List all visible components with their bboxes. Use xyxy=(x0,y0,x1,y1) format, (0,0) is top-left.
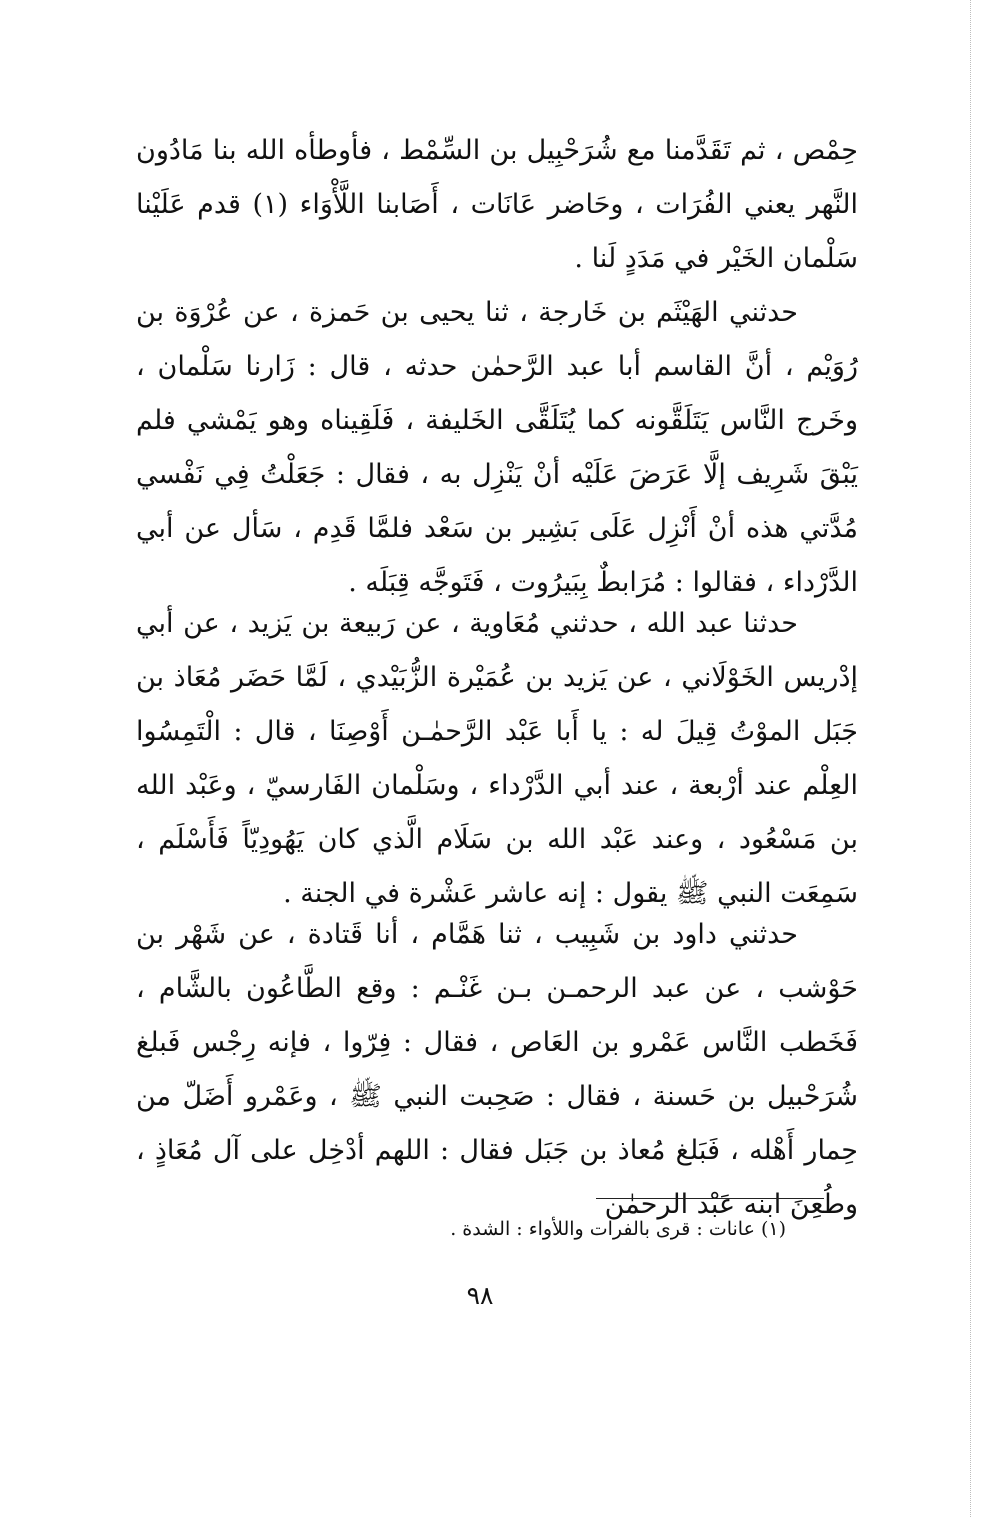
paragraph-2 xyxy=(136,286,858,610)
paragraph-3-text: حدثنا عبد الله ، حدثني مُعَاوية ، عن رَبيعة بن يَزيد ، عن أبي إدْريس الخَوْلَاني ، عن يَزيد بن عُمَيْرة الزُّبَيْدي ، لَمَّا حَضَر مُعَاذ بن جَبَل الموْتُ قِيلَ له : يا أَبا عَبْد الرَّحمٰـن أَوْصِنَا ، قال : الْتَمِسُوا العِلْم عند أرْبعة ، عند أبي الدَّرْداء ، وسَلْمان الفَارسيّ ، وعَبْد الله بن مَسْعُود ، وعند عَبْد الله بن سَلَام الَّذي كان يَهُودِيّاً فَأَسْلَم ، سَمِعَت النبي ﷺ يقول : إنه عاشر عَشْرة في الجنة . xyxy=(136,608,858,909)
footnote: (١) عانات : قرى بالفرات واللأواء : الشدة . xyxy=(450,1218,786,1240)
page-number: ٩٨ xyxy=(466,1281,494,1310)
paragraph-3 xyxy=(136,597,858,921)
footnote-separator xyxy=(596,1198,824,1199)
page-edge-line xyxy=(970,0,971,1517)
paragraph-4-text: حدثني داود بن شَبِيب ، ثنا هَمَّام ، أنا قَتادة ، عن شَهْر بن حَوْشب ، عن عبد الرحمـن بـن غَنْـم : وقع الطَّاعُون بالشَّام ، فَخَطب النَّاس عَمْرو بن العَاص ، فقال : فِرّوا ، فإنه رِجْس فَبلغ شُرَحْبيل بن حَسنة ، فقال : صَحِبت النبي ﷺ ، وعَمْرو أَضَلّ من حِمار أَهْله ، فَبَلغ مُعاذ بن جَبَل فقال : اللهم أدْخِل على آل مُعَاذٍ ، وطُعِنَ ابنه عَبْد الرحمٰن xyxy=(136,919,858,1220)
paragraph-4 xyxy=(136,908,858,1232)
paragraph-1 xyxy=(136,124,858,286)
paragraph-2-text: حدثني الهَيْثَم بن خَارجة ، ثنا يحيى بن حَمزة ، عن عُرْوَة بن رُوَيْم ، أنَّ القاسم أبا عبد الرَّحمٰن حدثه ، قال : زَارنا سَلْمان ، وخَرج النَّاس يَتَلَقَّونه كما يُتَلَقَّى الخَليفة ، فَلَقِيناه وهو يَمْشي فلم يَبْقَ شَرِيف إلَّا عَرَضَ عَلَيْه أنْ يَنْزِل به ، فقال : جَعَلْتُ فِي نَفْسي مُدَّتي هذه أنْ أَنْزِل عَلَى بَشِير بن سَعْد فلمَّا قَدِم ، سَأل عن أبي الدَّرْداء ، فقالوا : مُرَابطٌ بِبَيرُوت ، فَتَوجَّه قِبَلَه . xyxy=(136,297,858,598)
paragraph-1-text: حِمْص ، ثم تَقَدَّمنا مع شُرَحْبِيل بن السِّمْط ، فأوطأه الله بنا مَادُون النَّهر يعني الفُرَات ، وحَاضر عَانَات ، أَصَابنا اللَّأْوَاء (١) قدم عَلَيْنا سَلْمان الخَيْر في مَدَدٍ لَنا . xyxy=(136,135,858,274)
